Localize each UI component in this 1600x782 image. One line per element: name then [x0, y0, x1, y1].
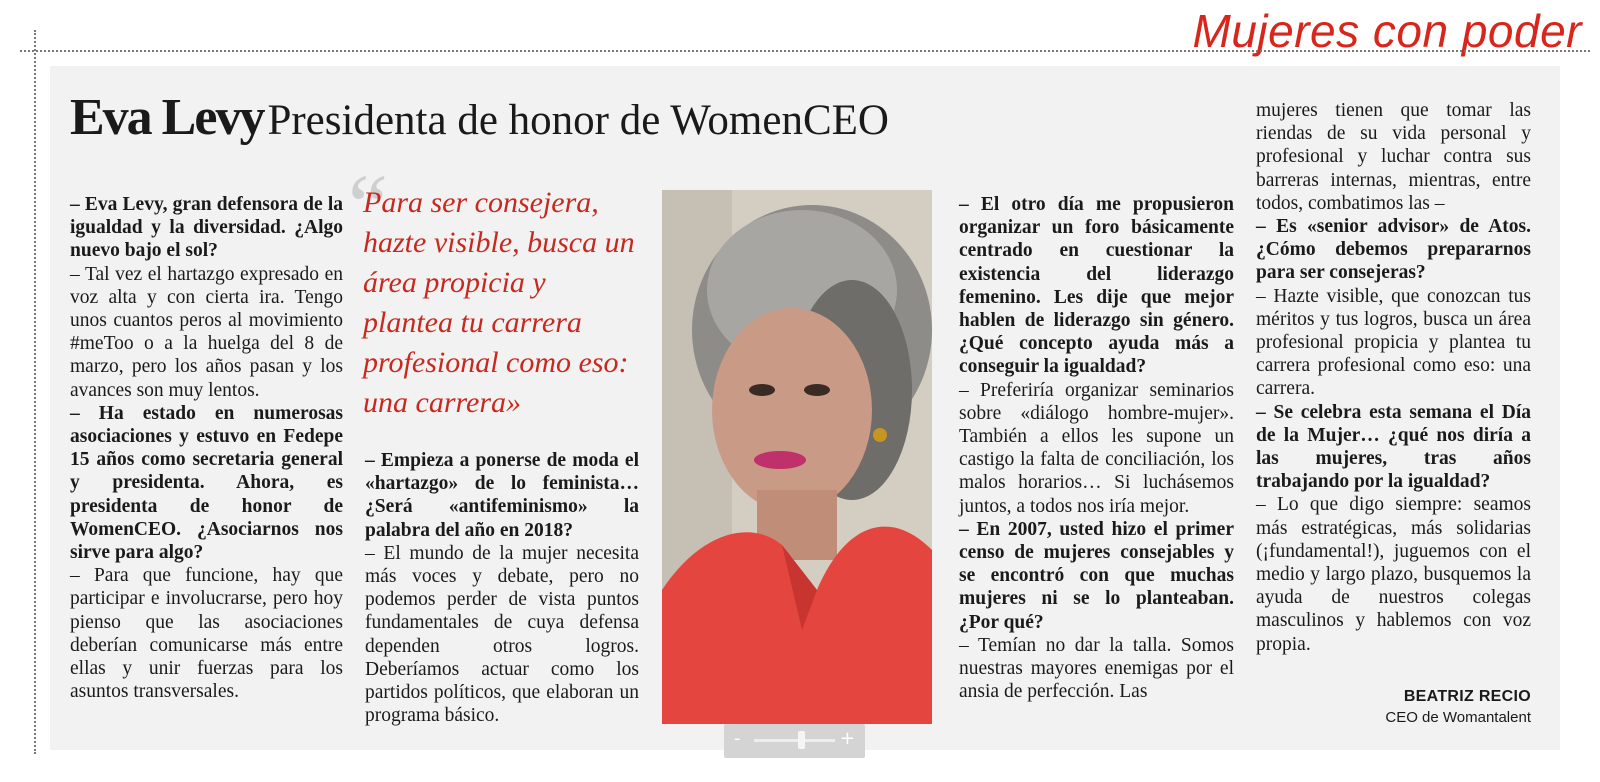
byline-author: BEATRIZ RECIO: [1403, 688, 1531, 705]
zoom-slider-handle[interactable]: [798, 731, 805, 749]
text-column-1: [70, 193, 343, 703]
interview-answer: mujeres tienen que tomar las riendas de su vida personal y profesional y luchar contra sus barreras internas, mientras, entre todos, combatimos las –: [1256, 100, 1531, 214]
interview-answer: – Lo que digo siempre: seamos más estratégicas, más solidarias (¡fundamental!), juguemos con el medio y largo plazo, busquemos la ayuda de nuestros colegas masculinos y hablemos con voz propia.: [1256, 494, 1531, 655]
byline-role: CEO de Womantalent: [1385, 709, 1531, 726]
interview-question: – Se celebra esta semana el Día de la Mujer… ¿qué nos diría a las mujeres, tras años trabajando por la igualdad?: [1256, 401, 1531, 493]
dotted-rule-vertical: [34, 30, 36, 754]
zoom-in-button[interactable]: +: [839, 728, 855, 749]
interview-question: – Eva Levy, gran defensora de la igualdad y la diversidad. ¿Algo nuevo bajo el sol?: [70, 194, 343, 262]
text-column-4: [1256, 99, 1531, 656]
interview-question: – En 2007, usted hizo el primer censo de mujeres consejables y se encontró con que muchas mujeres ni se lo planteaban. ¿Por qué?: [959, 518, 1234, 633]
interview-question: – El otro día me propusieron organizar un foro básicamente centrado en cuestionar la existencia del liderazgo femenino. Les dije que mejor hablen de liderazgo sin género. ¿Qué concepto ayuda más a conseguir la igualdad?: [959, 194, 1234, 378]
byline: [1385, 688, 1531, 726]
interview-question: – Empieza a ponerse de moda el «hartazgo» de lo feminista… ¿Será «antifeminismo» la palabra del año en 2018?: [365, 450, 639, 541]
portrait-illustration: [662, 190, 932, 724]
zoom-slider-track[interactable]: [754, 739, 835, 742]
section-title: Mujeres con poder: [1192, 5, 1582, 57]
headline-role: Presidenta de honor de WomenCEO: [267, 97, 889, 144]
quote-mark-icon: “: [348, 157, 388, 256]
interview-answer: – Temían no dar la talla. Somos nuestras mayores enemigas por el ansia de perfección. Las: [959, 634, 1234, 703]
text-column-3: [959, 193, 1234, 703]
headline-name: Eva Levy: [70, 89, 264, 146]
portrait-photo: [662, 190, 932, 724]
interview-question: – Ha estado en numerosas asociaciones y estuvo en Fedepe 15 años como secretaria general y presidenta. Ahora, es presidenta de honor de WomenCEO. ¿Asociarnos nos sirve para algo?: [70, 402, 343, 564]
interview-answer: – Preferiría organizar seminarios sobre «diálogo hombre-mujer». También a ellos les supone un castigo la falta de conciliación, los malos horarios… Si luchásemos juntos, a todos nos iría mejor.: [959, 379, 1234, 517]
zoom-out-button[interactable]: -: [734, 728, 741, 749]
interview-answer: – El mundo de la mujer necesita más voces y debate, pero no podemos perder de vista puntos fundamentales de cuya defensa dependen otros logros. Deberíamos actuar como los partidos políticos, que elaboran un programa básico.: [365, 542, 639, 727]
interview-question: – Es «senior advisor» de Atos. ¿Cómo debemos prepararnos para ser consejeras?: [1256, 216, 1531, 284]
pull-quote: Para ser consejera, hazte visible, busca un área propicia y plantea tu carrera profesional como eso: una carrera»: [363, 186, 635, 419]
interview-answer: – Tal vez el hartazgo expresado en voz alta y con cierta ira. Tengo unos cuantos peros al movimiento #meToo o a la huelga del 8 de marzo, pero los años pasan y los avances son muy lentos.: [70, 263, 343, 401]
text-column-2: [365, 449, 639, 727]
interview-answer: – Para que funcione, hay que participar e involucrarse, pero hoy pienso que las asociaciones deberían comunicarse más entre ellas y unir fuerzas para los asuntos transversales.: [70, 565, 343, 703]
interview-answer: – Hazte visible, que conozcan tus méritos y tus logros, busca un área profesional propicia y plantea tu carrera profesional como eso: una carrera.: [1256, 285, 1531, 400]
headline: [70, 88, 889, 147]
dotted-rule-horizontal: [20, 50, 1590, 52]
zoom-control[interactable]: [724, 724, 865, 758]
